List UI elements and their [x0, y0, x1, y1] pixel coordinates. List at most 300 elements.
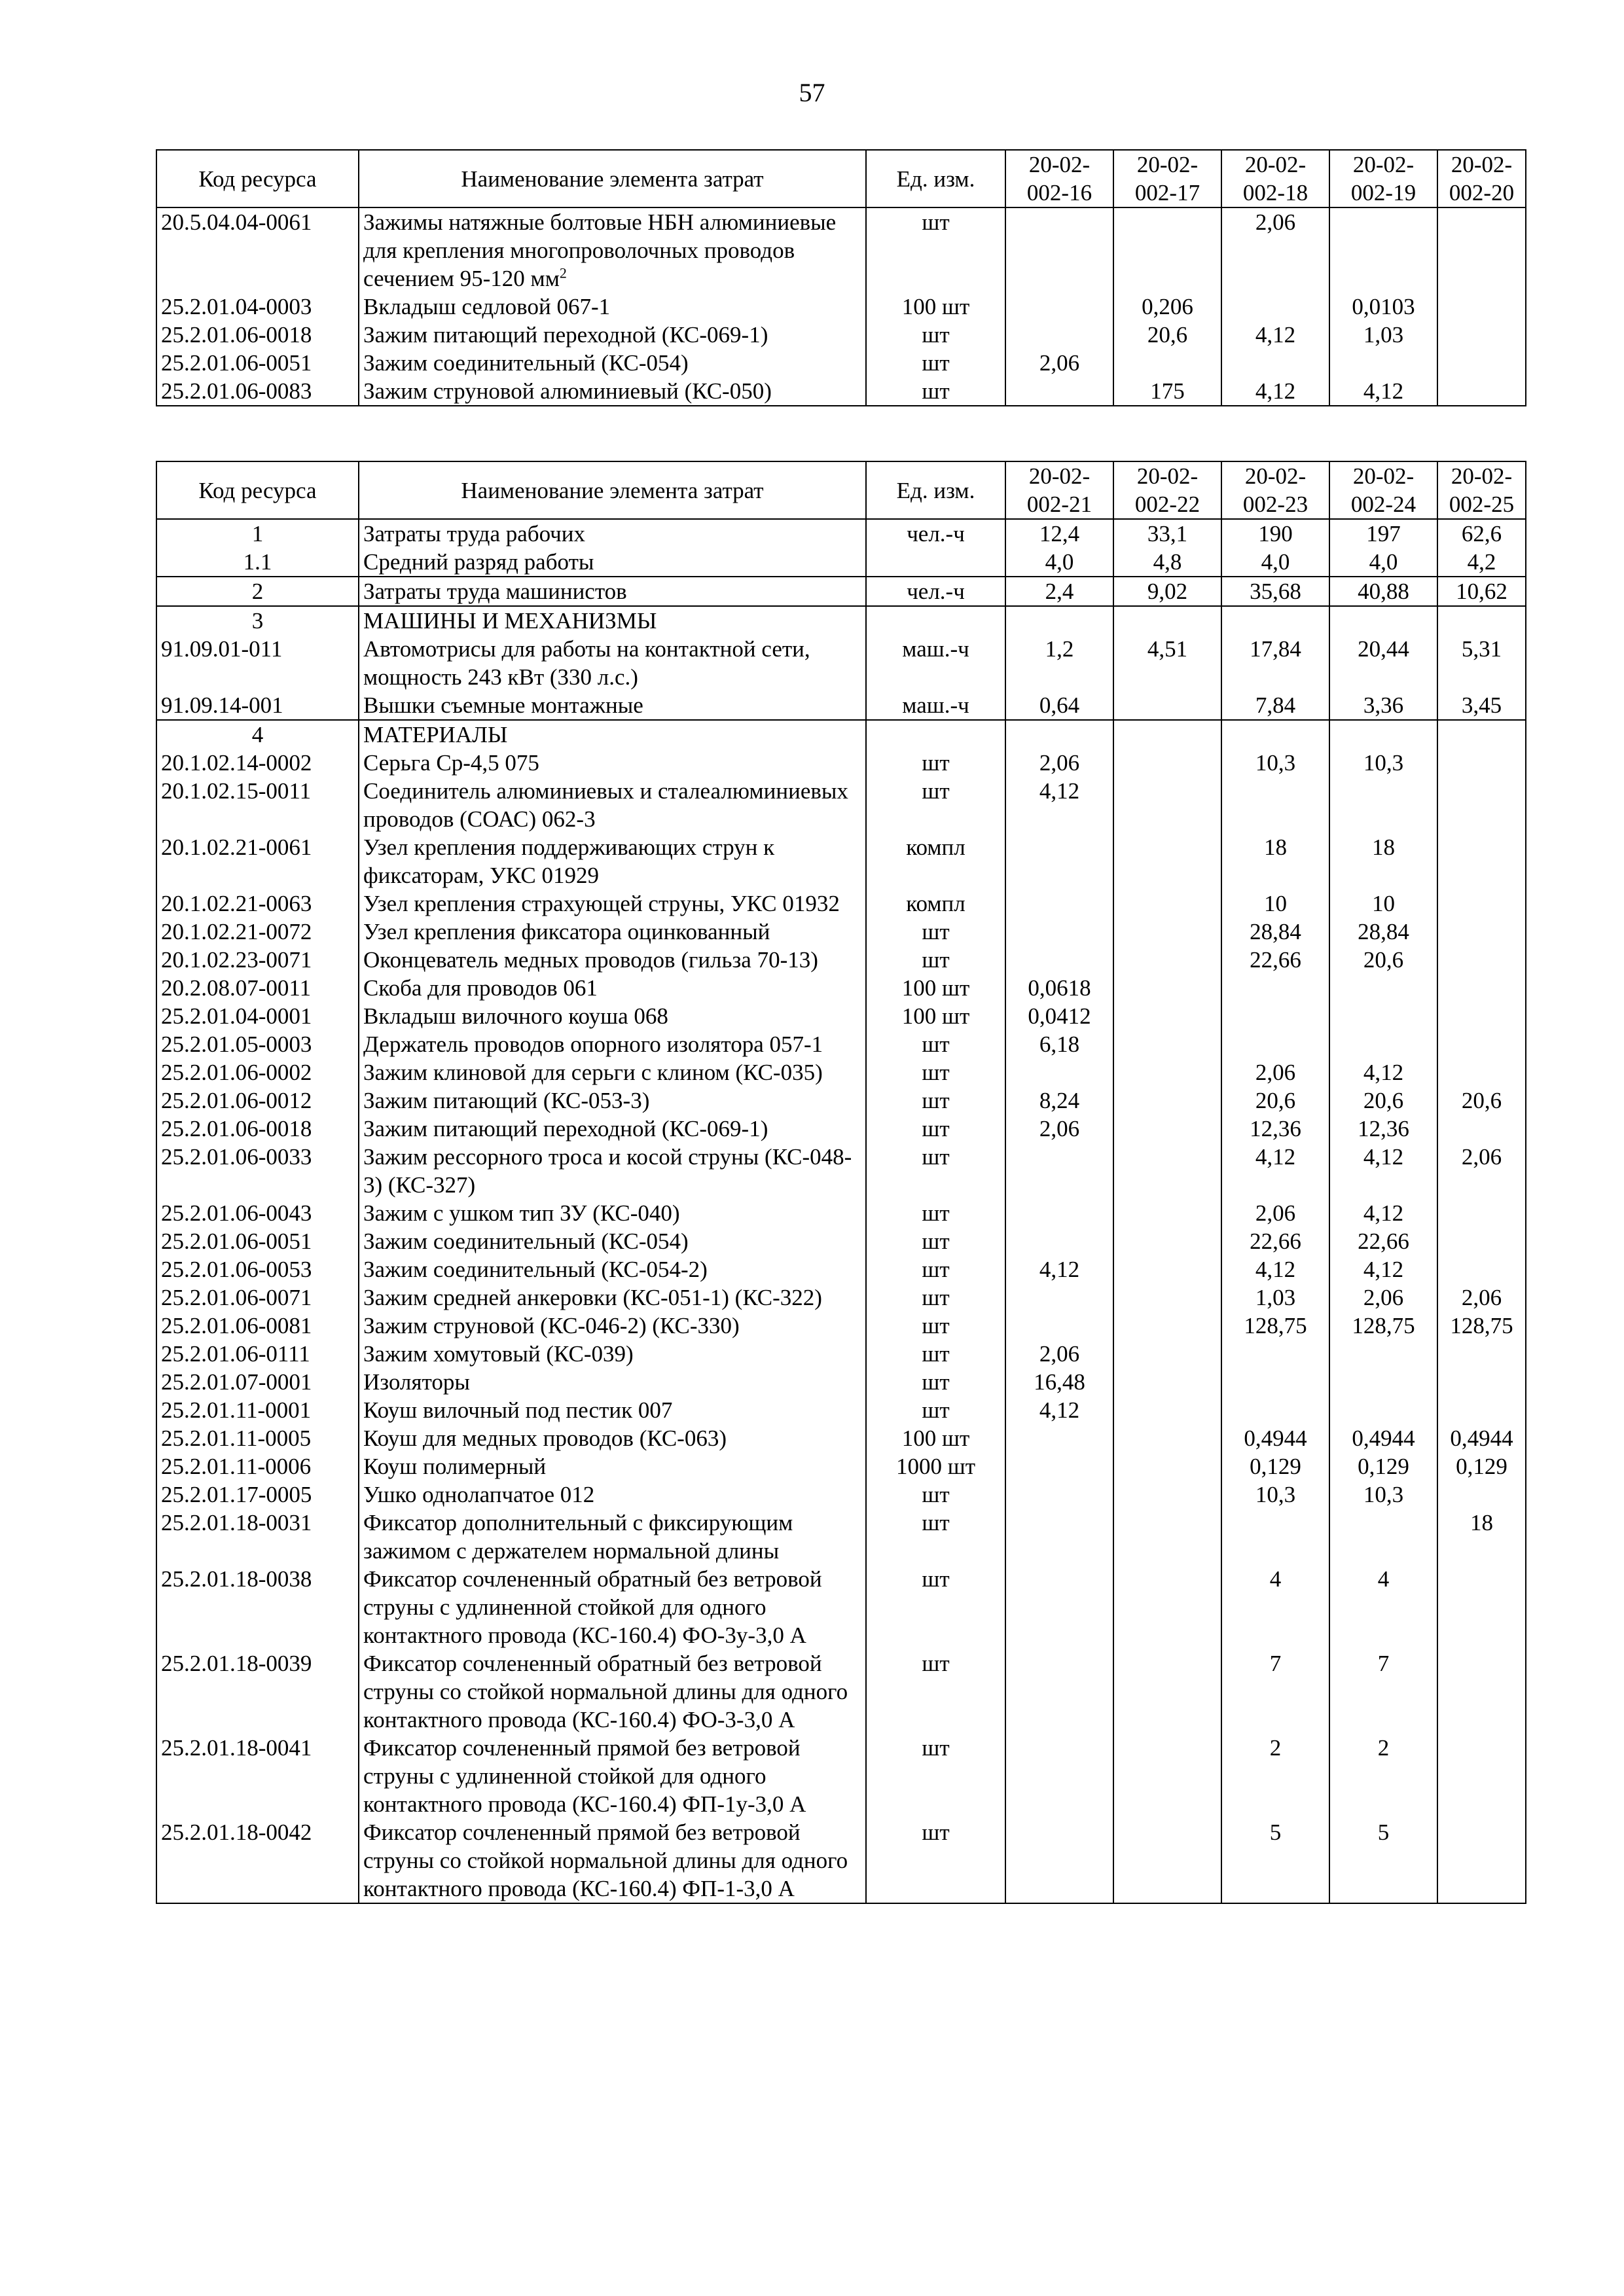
value-cell: 4 [1329, 1565, 1437, 1649]
cost-element-text: Зажим хомутовый (КС-039) [363, 1341, 634, 1367]
header-col-2: 20-02-002-17 [1113, 150, 1221, 207]
value-cell: 16,48 [1005, 1368, 1113, 1396]
table-row [156, 833, 1526, 889]
value-cell [1005, 889, 1113, 918]
value-cell [1221, 1002, 1329, 1030]
value-cell: 4,12 [1329, 1199, 1437, 1227]
value-cell [1437, 1396, 1526, 1424]
value-cell: 20,44 [1329, 635, 1437, 691]
resource-code: 25.2.01.06-0033 [156, 1143, 359, 1199]
value-cell [1113, 207, 1221, 293]
value-cell: 2,06 [1005, 349, 1113, 377]
table-row [156, 519, 1526, 548]
value-cell: 20,6 [1113, 321, 1221, 349]
cost-element-text: Зажим питающий (КС-053-3) [363, 1088, 650, 1113]
value-cell [1221, 349, 1329, 377]
cost-element-text: Оконцеватель медных проводов (гильза 70-13) [363, 947, 818, 973]
cost-element-name [359, 946, 866, 974]
value-cell: 0,4944 [1329, 1424, 1437, 1452]
value-cell [1437, 207, 1526, 293]
value-cell [1113, 1509, 1221, 1565]
cost-element-name [359, 1649, 866, 1734]
value-cell: 0,4944 [1437, 1424, 1526, 1452]
table-row [156, 1424, 1526, 1452]
value-cell: 2,06 [1221, 1199, 1329, 1227]
value-cell: 2,06 [1005, 1115, 1113, 1143]
unit-cell: шт [866, 946, 1005, 974]
value-cell: 2,06 [1005, 1340, 1113, 1368]
value-cell [1113, 349, 1221, 377]
resource-code: 25.2.01.06-0018 [156, 1115, 359, 1143]
value-cell [1113, 1396, 1221, 1424]
cost-element-text: Соединитель алюминиевых и сталеалюминиевых проводов (СОАС) 062-3 [363, 778, 848, 832]
value-cell [1113, 777, 1221, 833]
value-cell: 4,0 [1221, 548, 1329, 577]
unit-cell: маш.-ч [866, 635, 1005, 691]
unit-cell: шт [866, 1509, 1005, 1565]
value-cell [1329, 349, 1437, 377]
value-cell [1005, 1480, 1113, 1509]
resource-code: 25.2.01.06-0111 [156, 1340, 359, 1368]
cost-element-name [359, 519, 866, 548]
unit-cell: шт [866, 1115, 1005, 1143]
cost-element-name [359, 1058, 866, 1086]
value-cell [1437, 974, 1526, 1002]
resource-code: 25.2.01.11-0005 [156, 1424, 359, 1452]
value-cell [1113, 1283, 1221, 1312]
header-name: Наименование элемента затрат [359, 150, 866, 207]
unit-cell: шт [866, 777, 1005, 833]
page-number: 57 [799, 78, 825, 107]
cost-element-name [359, 635, 866, 691]
value-cell: 5,31 [1437, 635, 1526, 691]
value-cell: 4,0 [1005, 548, 1113, 577]
value-cell [1221, 606, 1329, 635]
cost-element-name [359, 749, 866, 777]
value-cell: 4,12 [1005, 1396, 1113, 1424]
resource-table-1 [156, 149, 1526, 406]
value-cell [1329, 1396, 1437, 1424]
cost-element-name [359, 974, 866, 1002]
resource-code: 91.09.01-011 [156, 635, 359, 691]
value-cell [1113, 974, 1221, 1002]
table-row [156, 1565, 1526, 1649]
value-cell: 4 [1221, 1565, 1329, 1649]
value-cell: 3,36 [1329, 691, 1437, 720]
value-cell: 10 [1329, 889, 1437, 918]
cost-element-name [359, 1452, 866, 1480]
cost-element-text: Зажим соединительный (КС-054) [363, 1229, 689, 1254]
value-cell: 4,2 [1437, 548, 1526, 577]
value-cell [1329, 1340, 1437, 1368]
table-row [156, 1143, 1526, 1199]
value-cell [1437, 1115, 1526, 1143]
value-cell: 9,02 [1113, 577, 1221, 606]
value-cell: 7,84 [1221, 691, 1329, 720]
value-cell [1113, 749, 1221, 777]
value-cell: 4,12 [1329, 1143, 1437, 1199]
table-row [156, 1396, 1526, 1424]
unit-cell: шт [866, 1058, 1005, 1086]
unit-cell: 100 шт [866, 293, 1005, 321]
cost-element-text: Затраты труда рабочих [363, 521, 585, 547]
value-cell [1113, 1002, 1221, 1030]
value-cell: 12,36 [1221, 1115, 1329, 1143]
value-cell: 20,6 [1221, 1086, 1329, 1115]
resource-code: 25.2.01.05-0003 [156, 1030, 359, 1058]
value-cell [1437, 1030, 1526, 1058]
value-cell: 22,66 [1221, 946, 1329, 974]
value-cell: 4,51 [1113, 635, 1221, 691]
value-cell: 4,12 [1005, 777, 1113, 833]
value-cell [1329, 606, 1437, 635]
value-cell: 18 [1329, 833, 1437, 889]
value-cell: 5 [1329, 1818, 1437, 1903]
value-cell: 28,84 [1221, 918, 1329, 946]
value-cell [1005, 1649, 1113, 1734]
value-cell [1005, 1312, 1113, 1340]
value-cell: 4,12 [1221, 377, 1329, 406]
value-cell [1005, 1058, 1113, 1086]
cost-element-name [359, 1480, 866, 1509]
value-cell: 175 [1113, 377, 1221, 406]
unit-cell: 100 шт [866, 1424, 1005, 1452]
cost-element-name [359, 1818, 866, 1903]
table-row [156, 691, 1526, 720]
unit-cell: шт [866, 1396, 1005, 1424]
table-row [156, 1734, 1526, 1818]
value-cell: 197 [1329, 519, 1437, 548]
cost-element-text: Коуш полимерный [363, 1454, 547, 1479]
value-cell: 40,88 [1329, 577, 1437, 606]
cost-element-text: Зажим соединительный (КС-054-2) [363, 1257, 708, 1282]
value-cell [1437, 777, 1526, 833]
header-col-5: 20-02-002-25 [1437, 461, 1526, 519]
cost-element-text: Зажим клиновой для серьги с клином (КС-035) [363, 1060, 823, 1085]
cost-element-text: Скоба для проводов 061 [363, 975, 598, 1001]
cost-element-name [359, 548, 866, 577]
unit-cell [866, 606, 1005, 635]
cost-element-name [359, 606, 866, 635]
value-cell [1437, 606, 1526, 635]
resource-code: 25.2.01.04-0003 [156, 293, 359, 321]
value-cell [1005, 1818, 1113, 1903]
value-cell: 6,18 [1005, 1030, 1113, 1058]
value-cell [1329, 1368, 1437, 1396]
unit-cell: чел.-ч [866, 519, 1005, 548]
table-row [156, 1368, 1526, 1396]
value-cell: 10,62 [1437, 577, 1526, 606]
value-cell [1437, 1649, 1526, 1734]
table-row [156, 1255, 1526, 1283]
value-cell: 12,36 [1329, 1115, 1437, 1143]
value-cell: 128,75 [1221, 1312, 1329, 1340]
value-cell: 20,6 [1329, 1086, 1437, 1115]
table-row [156, 1115, 1526, 1143]
unit-cell: шт [866, 1565, 1005, 1649]
unit-cell [866, 548, 1005, 577]
value-cell [1437, 889, 1526, 918]
value-cell: 20,6 [1437, 1086, 1526, 1115]
cost-element-text: Держатель проводов опорного изолятора 057-1 [363, 1031, 823, 1057]
cost-element-name [359, 1227, 866, 1255]
unit-cell: шт [866, 1312, 1005, 1340]
value-cell: 22,66 [1221, 1227, 1329, 1255]
cost-element-name [359, 377, 866, 406]
header-col-1: 20-02-002-21 [1005, 461, 1113, 519]
value-cell: 2,06 [1437, 1283, 1526, 1312]
resource-code: 25.2.01.11-0006 [156, 1452, 359, 1480]
value-cell: 7 [1221, 1649, 1329, 1734]
value-cell [1221, 1030, 1329, 1058]
table-row [156, 377, 1526, 406]
value-cell [1113, 1424, 1221, 1452]
cost-element-name [359, 1312, 866, 1340]
cost-element-name [359, 1565, 866, 1649]
value-cell [1005, 918, 1113, 946]
value-cell [1113, 1565, 1221, 1649]
cost-element-text: Зажим струновой (КС-046-2) (КС-330) [363, 1313, 740, 1338]
value-cell: 2,06 [1005, 749, 1113, 777]
value-cell [1437, 1002, 1526, 1030]
unit-cell: шт [866, 1227, 1005, 1255]
cost-element-name [359, 918, 866, 946]
unit-cell: шт [866, 1480, 1005, 1509]
cost-element-text: Вкладыш вилочного коуша 068 [363, 1003, 668, 1029]
value-cell: 22,66 [1329, 1227, 1437, 1255]
cost-element-name [359, 777, 866, 833]
table-row [156, 293, 1526, 321]
resource-code: 20.5.04.04-0061 [156, 207, 359, 293]
value-cell: 10,3 [1329, 749, 1437, 777]
value-cell: 4,0 [1329, 548, 1437, 577]
value-cell: 8,24 [1005, 1086, 1113, 1115]
value-cell [1437, 1734, 1526, 1818]
resource-code: 25.2.01.06-0083 [156, 377, 359, 406]
unit-cell: маш.-ч [866, 691, 1005, 720]
value-cell: 18 [1437, 1509, 1526, 1565]
table-row [156, 1340, 1526, 1368]
value-cell [1113, 606, 1221, 635]
unit-cell [866, 720, 1005, 749]
cost-element-name [359, 349, 866, 377]
table-row [156, 349, 1526, 377]
value-cell [1437, 1565, 1526, 1649]
resource-code: 25.2.01.18-0031 [156, 1509, 359, 1565]
value-cell [1005, 1565, 1113, 1649]
table-row [156, 974, 1526, 1002]
table-row [156, 1818, 1526, 1903]
cost-element-text: Коуш для медных проводов (КС-063) [363, 1426, 727, 1451]
value-cell [1005, 1283, 1113, 1312]
cost-element-text: Зажим средней анкеровки (КС-051-1) (КС-322) [363, 1285, 822, 1310]
unit-cell: шт [866, 321, 1005, 349]
cost-element-name [359, 889, 866, 918]
table-row [156, 1649, 1526, 1734]
table-row [156, 749, 1526, 777]
resource-code: 3 [156, 606, 359, 635]
value-cell: 20,6 [1329, 946, 1437, 974]
value-cell [1437, 321, 1526, 349]
value-cell [1113, 691, 1221, 720]
cost-element-name [359, 691, 866, 720]
value-cell: 2 [1221, 1734, 1329, 1818]
unit-cell: компл [866, 889, 1005, 918]
value-cell [1113, 889, 1221, 918]
cost-element-text: Серьга Ср-4,5 075 [363, 750, 539, 776]
cost-element-name [359, 1002, 866, 1030]
value-cell [1005, 1424, 1113, 1452]
cost-element-name [359, 720, 866, 749]
cost-element-text: Затраты труда машинистов [363, 579, 627, 604]
value-cell: 28,84 [1329, 918, 1437, 946]
value-cell: 2,06 [1221, 1058, 1329, 1086]
table-row [156, 918, 1526, 946]
value-cell [1113, 1452, 1221, 1480]
value-cell: 128,75 [1329, 1312, 1437, 1340]
value-cell [1221, 720, 1329, 749]
table-row [156, 1452, 1526, 1480]
value-cell: 128,75 [1437, 1312, 1526, 1340]
value-cell [1113, 1115, 1221, 1143]
unit-cell: шт [866, 1255, 1005, 1283]
unit-cell: шт [866, 349, 1005, 377]
cost-element-text: Зажимы натяжные болтовые НБН алюминиевые для крепления многопроволочных проводов сечением 95-120 мм [363, 209, 837, 291]
header-col-2: 20-02-002-22 [1113, 461, 1221, 519]
unit-cell: 1000 шт [866, 1452, 1005, 1480]
value-cell [1221, 974, 1329, 1002]
resource-table-2 [156, 461, 1526, 1904]
cost-element-name [359, 1086, 866, 1115]
cost-element-text: Узел крепления поддерживающих струн к фиксаторам, УКС 01929 [363, 834, 775, 888]
resource-code: 25.2.01.06-0051 [156, 1227, 359, 1255]
value-cell: 0,0103 [1329, 293, 1437, 321]
value-cell [1005, 1509, 1113, 1565]
cost-element-text: Фиксатор сочлененный обратный без ветровой струны со стойкой нормальной длины для одного контактного провода (КС-160.4) ФО-3-3,0 А [363, 1651, 848, 1732]
value-cell: 2,06 [1329, 1283, 1437, 1312]
superscript: 2 [559, 264, 567, 281]
value-cell [1005, 1227, 1113, 1255]
value-cell: 4,12 [1329, 1058, 1437, 1086]
value-cell [1005, 833, 1113, 889]
value-cell [1437, 1340, 1526, 1368]
unit-cell: шт [866, 1283, 1005, 1312]
value-cell: 4,12 [1221, 1255, 1329, 1283]
table-body-2 [156, 519, 1526, 1903]
value-cell [1329, 1509, 1437, 1565]
value-cell: 4,12 [1329, 1255, 1437, 1283]
value-cell: 10,3 [1221, 1480, 1329, 1509]
value-cell [1005, 1734, 1113, 1818]
cost-element-name [359, 1734, 866, 1818]
value-cell [1005, 720, 1113, 749]
cost-element-text: Фиксатор сочлененный прямой без ветровой струны со стойкой нормальной длины для одного контактного провода (КС-160.4) ФП-1-3,0 А [363, 1820, 848, 1901]
cost-element-name [359, 1424, 866, 1452]
table-row [156, 1509, 1526, 1565]
cost-element-name [359, 293, 866, 321]
cost-element-name [359, 1283, 866, 1312]
cost-element-text: Фиксатор сочлененный прямой без ветровой струны с удлиненной стойкой для одного контактного провода (КС-160.4) ФП-1у-3,0 А [363, 1735, 806, 1817]
value-cell [1005, 606, 1113, 635]
resource-code: 20.1.02.21-0072 [156, 918, 359, 946]
value-cell [1437, 918, 1526, 946]
resource-code: 25.2.01.06-0081 [156, 1312, 359, 1340]
value-cell [1113, 1734, 1221, 1818]
unit-cell: шт [866, 1734, 1005, 1818]
header-col-3: 20-02-002-18 [1221, 150, 1329, 207]
cost-element-text: Зажим питающий переходной (КС-069-1) [363, 322, 768, 348]
value-cell: 190 [1221, 519, 1329, 548]
value-cell: 62,6 [1437, 519, 1526, 548]
cost-element-text: Изоляторы [363, 1369, 470, 1395]
value-cell: 33,1 [1113, 519, 1221, 548]
cost-element-text: Ушко однолапчатое 012 [363, 1482, 595, 1507]
unit-cell: шт [866, 1368, 1005, 1396]
cost-element-text: Фиксатор сочлененный обратный без ветровой струны с удлиненной стойкой для одного контактного провода (КС-160.4) ФО-3у-3,0 А [363, 1566, 822, 1648]
cost-element-text: Зажим струновой алюминиевый (КС-050) [363, 378, 772, 404]
resource-code: 25.2.01.18-0042 [156, 1818, 359, 1903]
unit-cell: 100 шт [866, 974, 1005, 1002]
unit-cell: чел.-ч [866, 577, 1005, 606]
value-cell [1329, 1002, 1437, 1030]
resource-code: 25.2.01.07-0001 [156, 1368, 359, 1396]
resource-code: 25.2.01.18-0039 [156, 1649, 359, 1734]
header-col-5: 20-02-002-20 [1437, 150, 1526, 207]
cost-element-text: Узел крепления страхующей струны, УКС 01932 [363, 891, 840, 916]
resource-code: 25.2.01.06-0018 [156, 321, 359, 349]
unit-cell: компл [866, 833, 1005, 889]
value-cell: 4,12 [1221, 1143, 1329, 1199]
value-cell: 35,68 [1221, 577, 1329, 606]
cost-element-name [359, 1509, 866, 1565]
cost-element-name [359, 207, 866, 293]
table-row [156, 207, 1526, 293]
resource-code: 20.1.02.21-0063 [156, 889, 359, 918]
value-cell: 10,3 [1329, 1480, 1437, 1509]
value-cell [1113, 1199, 1221, 1227]
unit-cell: шт [866, 1649, 1005, 1734]
value-cell [1113, 1649, 1221, 1734]
table-row [156, 1030, 1526, 1058]
table-row [156, 1480, 1526, 1509]
table-row [156, 889, 1526, 918]
resource-code: 20.1.02.23-0071 [156, 946, 359, 974]
resource-code: 91.09.14-001 [156, 691, 359, 720]
cost-element-text: МАШИНЫ И МЕХАНИЗМЫ [363, 608, 657, 634]
resource-code: 4 [156, 720, 359, 749]
cost-element-text: Узел крепления фиксатора оцинкованный [363, 919, 770, 944]
value-cell [1329, 777, 1437, 833]
table-row [156, 1283, 1526, 1312]
resource-code: 25.2.01.17-0005 [156, 1480, 359, 1509]
value-cell: 0,129 [1437, 1452, 1526, 1480]
resource-code: 25.2.01.06-0002 [156, 1058, 359, 1086]
cost-element-text: Зажим с ушком тип ЗУ (КС-040) [363, 1200, 680, 1226]
table-row [156, 720, 1526, 749]
resource-code: 25.2.01.11-0001 [156, 1396, 359, 1424]
table-row [156, 1312, 1526, 1340]
unit-cell: шт [866, 1199, 1005, 1227]
value-cell [1221, 777, 1329, 833]
resource-code: 1.1 [156, 548, 359, 577]
value-cell: 2,4 [1005, 577, 1113, 606]
cost-element-text: Зажим соединительный (КС-054) [363, 350, 689, 376]
value-cell: 2,06 [1221, 207, 1329, 293]
cost-element-text: Зажим питающий переходной (КС-069-1) [363, 1116, 768, 1141]
table-row [156, 577, 1526, 606]
value-cell [1113, 720, 1221, 749]
value-cell [1437, 833, 1526, 889]
